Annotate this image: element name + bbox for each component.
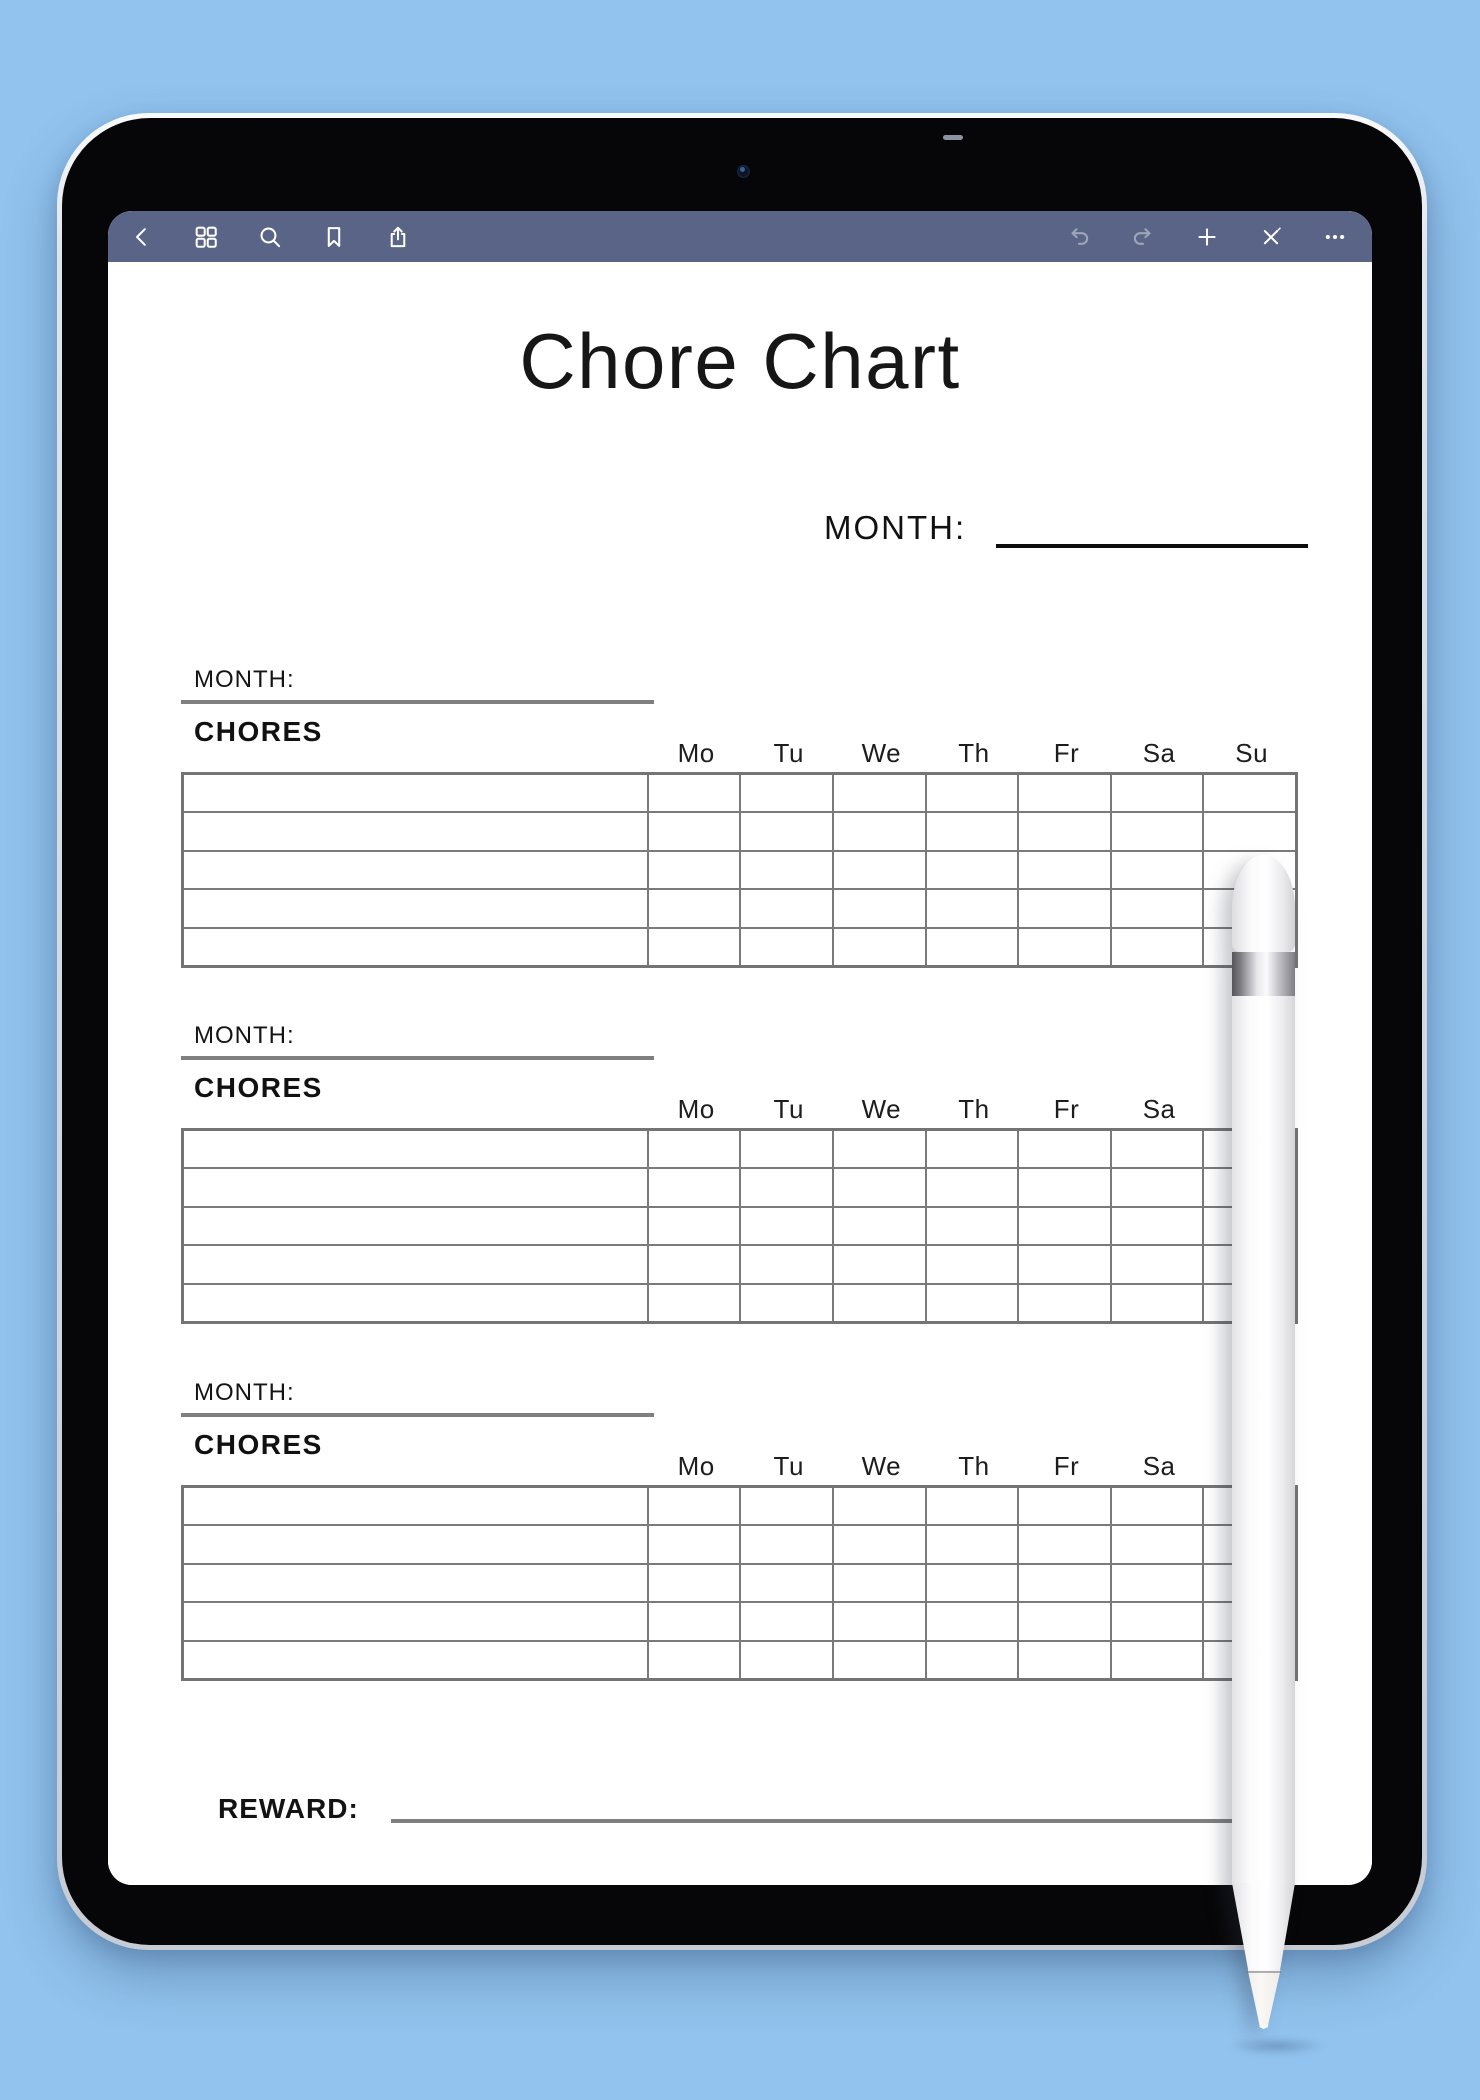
day-check-cell[interactable] xyxy=(739,775,832,811)
day-check-cell[interactable] xyxy=(739,813,832,849)
table-row xyxy=(184,927,1295,965)
day-check-cell[interactable] xyxy=(1017,813,1110,849)
day-check-cell[interactable] xyxy=(925,1169,1018,1205)
day-check-cell[interactable] xyxy=(1017,852,1110,888)
day-header-tu: Tu xyxy=(773,738,804,768)
day-header-tu: Tu xyxy=(773,1451,804,1481)
day-header-row xyxy=(181,1450,1298,1482)
chore-table xyxy=(181,772,1298,968)
reward-label: REWARD: xyxy=(218,1793,359,1824)
day-check-cell[interactable] xyxy=(647,1565,740,1601)
day-check-cell[interactable] xyxy=(1110,1169,1203,1205)
day-check-cell[interactable] xyxy=(1110,1246,1203,1282)
table-row xyxy=(184,1601,1295,1639)
day-check-cell[interactable] xyxy=(1110,890,1203,926)
chore-name-cell[interactable] xyxy=(184,1131,647,1167)
day-check-cell[interactable] xyxy=(832,929,925,965)
day-check-cell[interactable] xyxy=(739,1565,832,1601)
day-check-cell[interactable] xyxy=(647,1169,740,1205)
day-check-cell[interactable] xyxy=(647,1246,740,1282)
chore-section-1 xyxy=(108,666,1372,976)
section-month-fill-line[interactable] xyxy=(181,700,654,704)
day-check-cell[interactable] xyxy=(925,929,1018,965)
table-row xyxy=(184,1131,1295,1167)
day-check-cell[interactable] xyxy=(1202,775,1295,811)
chore-name-cell[interactable] xyxy=(184,1642,647,1678)
day-check-cell[interactable] xyxy=(1017,1565,1110,1601)
chore-name-cell[interactable] xyxy=(184,1285,647,1321)
day-check-cell[interactable] xyxy=(1110,1285,1203,1321)
day-check-cell[interactable] xyxy=(832,1246,925,1282)
pencil-shadow xyxy=(1212,2034,1342,2058)
day-check-cell[interactable] xyxy=(1017,929,1110,965)
chore-name-cell[interactable] xyxy=(184,1526,647,1562)
section-chores-label: CHORES xyxy=(194,716,323,747)
day-check-cell[interactable] xyxy=(1110,1131,1203,1167)
day-check-cell[interactable] xyxy=(1110,775,1203,811)
toolbar xyxy=(108,211,1372,262)
day-header-mo: Mo xyxy=(677,738,715,768)
day-header-we: We xyxy=(861,1451,902,1481)
chore-name-cell[interactable] xyxy=(184,813,647,849)
day-check-cell[interactable] xyxy=(925,1246,1018,1282)
day-check-cell[interactable] xyxy=(647,1526,740,1562)
day-header-row xyxy=(181,1093,1298,1125)
app-screen xyxy=(108,211,1372,1885)
day-header-row xyxy=(181,737,1298,769)
table-row xyxy=(184,1488,1295,1524)
more-options-icon[interactable] xyxy=(1321,223,1348,250)
day-check-cell[interactable] xyxy=(1110,1642,1203,1678)
day-check-cell[interactable] xyxy=(739,1285,832,1321)
chore-table xyxy=(181,1128,1298,1324)
day-check-cell[interactable] xyxy=(925,1603,1018,1639)
day-check-cell[interactable] xyxy=(1110,1488,1203,1524)
table-row xyxy=(184,1563,1295,1601)
day-header-sa: Sa xyxy=(1142,738,1176,768)
front-camera xyxy=(737,165,750,178)
day-check-cell[interactable] xyxy=(1017,1642,1110,1678)
camera-glint xyxy=(740,167,745,172)
day-check-cell[interactable] xyxy=(1017,890,1110,926)
undo-icon[interactable] xyxy=(1065,223,1092,250)
day-check-cell[interactable] xyxy=(1017,1246,1110,1282)
day-check-cell[interactable] xyxy=(925,1131,1018,1167)
day-check-cell[interactable] xyxy=(832,890,925,926)
day-check-cell[interactable] xyxy=(832,1208,925,1244)
day-header-th: Th xyxy=(958,1094,990,1124)
thumbnails-grid-icon[interactable] xyxy=(192,223,219,250)
pencil-cap xyxy=(1232,855,1295,952)
day-check-cell[interactable] xyxy=(1017,1488,1110,1524)
day-check-cell[interactable] xyxy=(1017,1526,1110,1562)
table-row xyxy=(184,775,1295,811)
day-check-cell[interactable] xyxy=(739,1131,832,1167)
day-check-cell[interactable] xyxy=(1202,813,1295,849)
share-icon[interactable] xyxy=(384,223,411,250)
day-check-cell[interactable] xyxy=(925,1526,1018,1562)
chore-section-2 xyxy=(108,1022,1372,1332)
day-check-cell[interactable] xyxy=(739,1208,832,1244)
day-check-cell[interactable] xyxy=(739,1169,832,1205)
day-check-cell[interactable] xyxy=(925,890,1018,926)
day-check-cell[interactable] xyxy=(739,890,832,926)
chore-name-cell[interactable] xyxy=(184,852,647,888)
day-check-cell[interactable] xyxy=(832,813,925,849)
chore-name-cell[interactable] xyxy=(184,929,647,965)
day-check-cell[interactable] xyxy=(832,1169,925,1205)
redo-icon[interactable] xyxy=(1129,223,1156,250)
day-header-sa: Sa xyxy=(1142,1094,1176,1124)
day-check-cell[interactable] xyxy=(832,1565,925,1601)
table-row xyxy=(184,1244,1295,1282)
day-check-cell[interactable] xyxy=(1110,813,1203,849)
day-check-cell[interactable] xyxy=(647,1488,740,1524)
day-check-cell[interactable] xyxy=(647,1603,740,1639)
day-check-cell[interactable] xyxy=(925,1488,1018,1524)
day-header-mo: Mo xyxy=(677,1094,715,1124)
pencil-body xyxy=(1232,996,1295,1883)
section-chores-label: CHORES xyxy=(194,1072,323,1103)
day-header-fr: Fr xyxy=(1053,1451,1080,1481)
day-check-cell[interactable] xyxy=(1017,775,1110,811)
table-row xyxy=(184,1640,1295,1678)
day-check-cell[interactable] xyxy=(1110,852,1203,888)
day-check-cell[interactable] xyxy=(1017,1169,1110,1205)
day-header-th: Th xyxy=(958,1451,990,1481)
day-check-cell[interactable] xyxy=(739,1526,832,1562)
back-icon[interactable] xyxy=(128,223,155,250)
day-check-cell[interactable] xyxy=(647,929,740,965)
chore-name-cell[interactable] xyxy=(184,1169,647,1205)
day-header-fr: Fr xyxy=(1053,1094,1080,1124)
day-header-sa: Sa xyxy=(1142,1451,1176,1481)
chore-table xyxy=(181,1485,1298,1681)
table-row xyxy=(184,1206,1295,1244)
day-check-cell[interactable] xyxy=(925,852,1018,888)
day-check-cell[interactable] xyxy=(647,1131,740,1167)
day-check-cell[interactable] xyxy=(1110,1208,1203,1244)
top-month-label: MONTH: xyxy=(824,509,967,546)
day-header-su: Su xyxy=(1235,738,1269,768)
chore-name-cell[interactable] xyxy=(184,890,647,926)
chore-name-cell[interactable] xyxy=(184,1208,647,1244)
day-check-cell[interactable] xyxy=(647,1285,740,1321)
section-chores-label: CHORES xyxy=(194,1429,323,1460)
day-check-cell[interactable] xyxy=(832,1526,925,1562)
top-month-fill-line[interactable] xyxy=(996,544,1308,548)
table-row xyxy=(184,1167,1295,1205)
day-check-cell[interactable] xyxy=(1110,929,1203,965)
table-row xyxy=(184,1524,1295,1562)
day-check-cell[interactable] xyxy=(832,1131,925,1167)
chore-name-cell[interactable] xyxy=(184,1246,647,1282)
pen-mode-icon[interactable] xyxy=(1257,223,1284,250)
day-check-cell[interactable] xyxy=(925,1642,1018,1678)
day-header-we: We xyxy=(861,738,902,768)
day-check-cell[interactable] xyxy=(832,1603,925,1639)
chore-section-3 xyxy=(108,1379,1372,1689)
day-check-cell[interactable] xyxy=(647,775,740,811)
day-check-cell[interactable] xyxy=(1110,1526,1203,1562)
reward-fill-line[interactable] xyxy=(391,1819,1288,1823)
day-check-cell[interactable] xyxy=(1017,1208,1110,1244)
day-check-cell[interactable] xyxy=(832,1642,925,1678)
day-check-cell[interactable] xyxy=(1017,1285,1110,1321)
section-month-label: MONTH: xyxy=(194,1379,295,1406)
day-check-cell[interactable] xyxy=(925,813,1018,849)
pencil-taper xyxy=(1232,1883,1295,1971)
chore-name-cell[interactable] xyxy=(184,1488,647,1524)
day-check-cell[interactable] xyxy=(647,813,740,849)
day-check-cell[interactable] xyxy=(925,1565,1018,1601)
chore-name-cell[interactable] xyxy=(184,1603,647,1639)
day-check-cell[interactable] xyxy=(832,1285,925,1321)
mic-hole xyxy=(943,135,963,140)
day-check-cell[interactable] xyxy=(647,1208,740,1244)
pencil-tip xyxy=(1232,1970,1295,2029)
table-row xyxy=(184,850,1295,888)
day-header-tu: Tu xyxy=(773,1094,804,1124)
day-check-cell[interactable] xyxy=(925,775,1018,811)
pencil-band xyxy=(1232,952,1295,996)
day-header-th: Th xyxy=(958,738,990,768)
day-check-cell[interactable] xyxy=(647,852,740,888)
table-row xyxy=(184,811,1295,849)
bookmark-icon[interactable] xyxy=(320,223,347,250)
day-check-cell[interactable] xyxy=(647,1642,740,1678)
day-check-cell[interactable] xyxy=(739,852,832,888)
day-check-cell[interactable] xyxy=(832,852,925,888)
day-check-cell[interactable] xyxy=(1017,1603,1110,1639)
page-title: Chore Chart xyxy=(519,317,961,405)
day-header-we: We xyxy=(861,1094,902,1124)
day-header-mo: Mo xyxy=(677,1451,715,1481)
section-month-label: MONTH: xyxy=(194,666,295,693)
chore-name-cell[interactable] xyxy=(184,1565,647,1601)
day-check-cell[interactable] xyxy=(925,1208,1018,1244)
apple-pencil xyxy=(1232,855,1295,2030)
table-row xyxy=(184,1283,1295,1321)
toolbar-right-group xyxy=(1065,223,1348,250)
day-check-cell[interactable] xyxy=(1110,1603,1203,1639)
section-month-fill-line[interactable] xyxy=(181,1413,654,1417)
day-check-cell[interactable] xyxy=(647,890,740,926)
notebook-page[interactable] xyxy=(108,262,1372,1885)
day-check-cell[interactable] xyxy=(832,775,925,811)
pencil-tip-seam xyxy=(1247,1971,1281,1973)
search-icon[interactable] xyxy=(256,223,283,250)
day-header-fr: Fr xyxy=(1053,738,1080,768)
day-check-cell[interactable] xyxy=(925,1285,1018,1321)
section-month-fill-line[interactable] xyxy=(181,1056,654,1060)
day-check-cell[interactable] xyxy=(1017,1131,1110,1167)
add-page-icon[interactable] xyxy=(1193,223,1220,250)
day-check-cell[interactable] xyxy=(739,1488,832,1524)
day-check-cell[interactable] xyxy=(739,1246,832,1282)
day-check-cell[interactable] xyxy=(739,1642,832,1678)
chore-name-cell[interactable] xyxy=(184,775,647,811)
day-check-cell[interactable] xyxy=(1110,1565,1203,1601)
section-month-label: MONTH: xyxy=(194,1022,295,1049)
toolbar-left-group xyxy=(128,223,411,250)
table-row xyxy=(184,888,1295,926)
day-check-cell[interactable] xyxy=(832,1488,925,1524)
day-check-cell[interactable] xyxy=(739,1603,832,1639)
day-check-cell[interactable] xyxy=(739,929,832,965)
